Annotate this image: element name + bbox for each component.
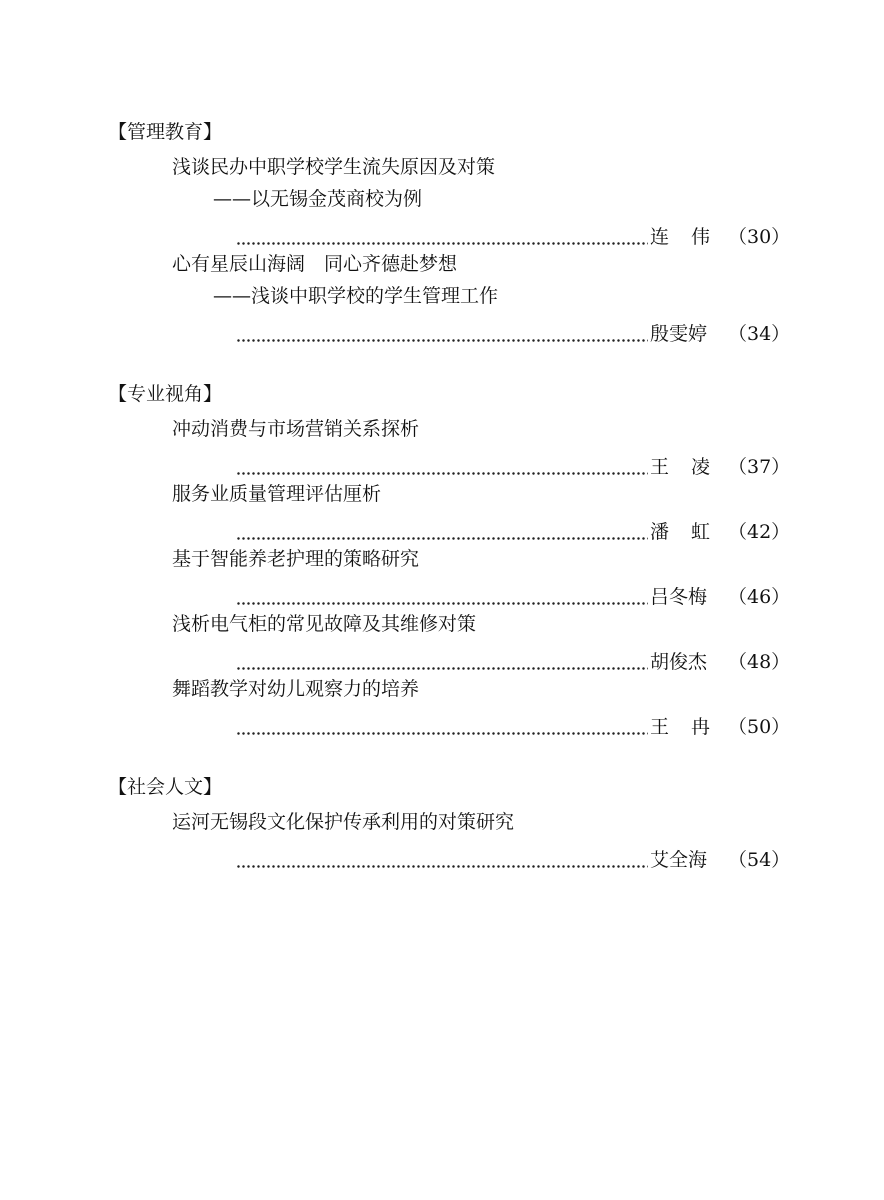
- entry-title: 冲动消费与市场营销关系探析: [172, 418, 420, 440]
- dot-leader: [236, 732, 648, 736]
- dot-leader: [236, 865, 648, 869]
- entry-author: 吕冬梅: [650, 586, 708, 608]
- dot-leader: [236, 472, 648, 476]
- entry-author: 潘虹: [650, 521, 733, 543]
- entry-author: 殷雯婷: [650, 323, 708, 345]
- entry-title: 浅谈民办中职学校学生流失原因及对策: [172, 156, 496, 178]
- entry-title: 心有星辰山海阔 同心齐德赴梦想: [172, 253, 458, 275]
- entry-author: 王凌: [650, 456, 733, 478]
- entry-author: 王冉: [650, 716, 733, 738]
- entry-subtitle: ——以无锡金茂商校为例: [213, 188, 423, 210]
- dot-leader: [236, 537, 648, 541]
- entry-author: 胡俊杰: [650, 651, 708, 673]
- dot-leader: [236, 667, 648, 671]
- entry-author: 艾全海: [650, 849, 708, 871]
- entry-page-number: （34）: [728, 323, 791, 345]
- dot-leader: [236, 242, 648, 246]
- section-title: 【管理教育】: [108, 121, 223, 143]
- entry-title: 运河无锡段文化保护传承利用的对策研究: [172, 811, 515, 833]
- entry-author: 连伟: [650, 226, 733, 248]
- entry-page-number: （30）: [728, 226, 791, 248]
- entry-page-number: （48）: [728, 651, 791, 673]
- entry-title: 基于智能养老护理的策略研究: [172, 548, 420, 570]
- entry-page-number: （46）: [728, 586, 791, 608]
- entry-page-number: （42）: [728, 521, 791, 543]
- section-title: 【专业视角】: [108, 383, 223, 405]
- entry-page-number: （50）: [728, 716, 791, 738]
- entry-subtitle: ——浅谈中职学校的学生管理工作: [213, 285, 499, 307]
- entry-title: 浅析电气柜的常见故障及其维修对策: [172, 613, 477, 635]
- entry-page-number: （54）: [728, 849, 791, 871]
- entry-title: 服务业质量管理评估厘析: [172, 483, 382, 505]
- dot-leader: [236, 339, 648, 343]
- section-title: 【社会人文】: [108, 776, 223, 798]
- dot-leader: [236, 602, 648, 606]
- entry-page-number: （37）: [728, 456, 791, 478]
- entry-title: 舞蹈教学对幼儿观察力的培养: [172, 678, 420, 700]
